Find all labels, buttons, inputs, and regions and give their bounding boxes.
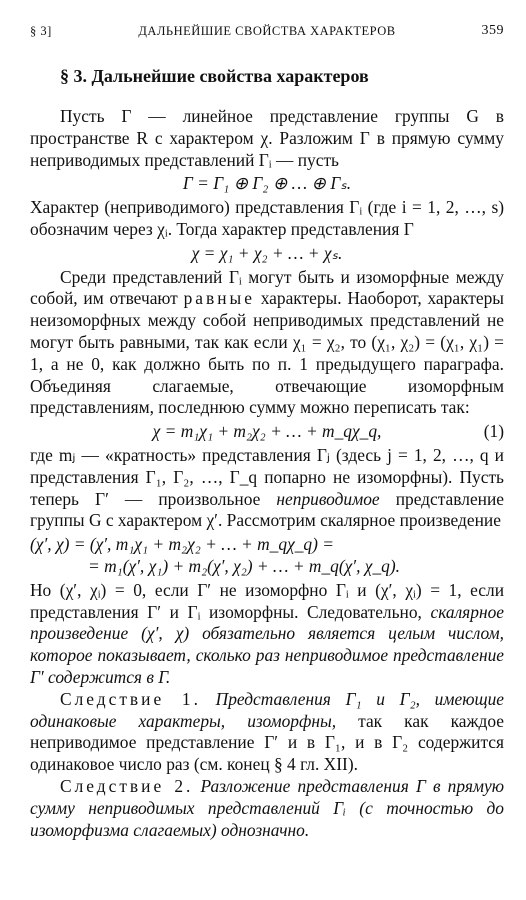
paragraph-3-part-b: характеры. Наоборот, характеры неизоморфных между собой неприводимых представлений не могут быть равными, так как если χ₁ = χ₂, то (χ₁, χ₂) = (χ₁, χ₁) = 1, а не 0, как должно быть по п. 1 предыдущего параграфа. Объединяя слагаемые, отвечающие изоморфным представлениям, последнюю сумму можно переписать так: — [30, 288, 504, 418]
corollary-2 — [30, 776, 504, 841]
paragraph-2: Характер (неприводимого) представления Γᵢ (где i = 1, 2, …, s) обозначим через χᵢ. Тогда характер представления Γ — [30, 197, 504, 239]
formula-decomposition: Γ = Γ₁ ⊕ Γ₂ ⊕ … ⊕ Γₛ. — [182, 173, 352, 194]
paragraph-3 — [30, 267, 504, 420]
page-body — [30, 106, 504, 841]
corollary-2-label: Следствие 2. — [60, 775, 194, 796]
corollary-1-proof: так как каждое неприводимое представление Γ′ и в Γ₁, и в Γ₂ содержится одинаковое число раз (см. конец § 4 гл. XII). — [30, 710, 504, 775]
corollary-1 — [30, 689, 504, 776]
corollary-1-label: Следствие 1. — [60, 688, 201, 709]
paragraph-3-part-a: Среди представлений Γᵢ могут быть и изоморфные между собой, им отвечают — [30, 266, 504, 309]
header-page-number: 359 — [481, 23, 504, 38]
equation-number: (1) — [483, 421, 504, 442]
paragraph-5 — [30, 580, 504, 689]
paragraph-4-part-b: представление группы G с характером χ′. Рассмотрим скалярное произведение — [30, 488, 504, 531]
formula-multiplicity-text: χ = m₁χ₁ + m₂χ₂ + … + m_qχ_q, — [152, 421, 382, 442]
header-section-ref: § 3] — [30, 24, 52, 38]
paragraph-5-italic: скалярное произведение (χ′, χ) обязательно является целым числом, которое показывает, сколько раз неприводимое представление Γ′ содержится в Γ. — [30, 601, 504, 687]
formula-multiplicity — [30, 421, 504, 443]
paragraph-4 — [30, 445, 504, 532]
paragraph-1: Пусть Γ — линейное представление группы G в пространстве R с характером χ. Разложим Γ в прямую сумму неприводимых представлений Γᵢ — пусть — [30, 106, 504, 170]
corollary-1-statement: Представления Γ₁ и Γ₂, имеющие одинаковые характеры, изоморфны, — [30, 688, 505, 731]
formula-character-sum: χ = χ₁ + χ₂ + … + χₛ. — [191, 242, 343, 263]
paragraph-3-spaced-word: равные — [183, 288, 255, 309]
paragraph-5-part-a: Но (χ′, χᵢ) = 0, если Γ′ не изоморфно Γᵢ и (χ′, χᵢ) = 1, если представления Γ′ и Γᵢ изоморфны. Следовательно, — [30, 579, 504, 622]
running-head — [30, 24, 504, 44]
paragraph-4-part-a: где mⱼ — «кратность» представления Γⱼ (здесь j = 1, 2, …, q и представления Γ₁, Γ₂, …, Γ_q попарно не изоморфны). Пусть теперь Γ′ — произвольное — [30, 444, 504, 509]
corollary-2-statement: Разложение представления Γ в прямую сумму неприводимых представлений Γᵢ (с точностью до изоморфизма слагаемых) однозначно. — [30, 775, 505, 840]
formula-scalar-product-line-1: (χ′, χ) = (χ′, m₁χ₁ + m₂χ₂ + … + m_qχ_q) = — [30, 534, 334, 555]
header-running-title: ДАЛЬНЕЙШИЕ СВОЙСТВА ХАРАКТЕРОВ — [138, 24, 396, 38]
section-title: § 3. Дальнейшие свойства характеров — [60, 66, 369, 86]
paragraph-4-italic: неприводимое — [276, 488, 380, 509]
formula-scalar-product-line-2: = m₁(χ′, χ₁) + m₂(χ′, χ₂) + … + m_q(χ′, χ_q). — [88, 555, 400, 576]
